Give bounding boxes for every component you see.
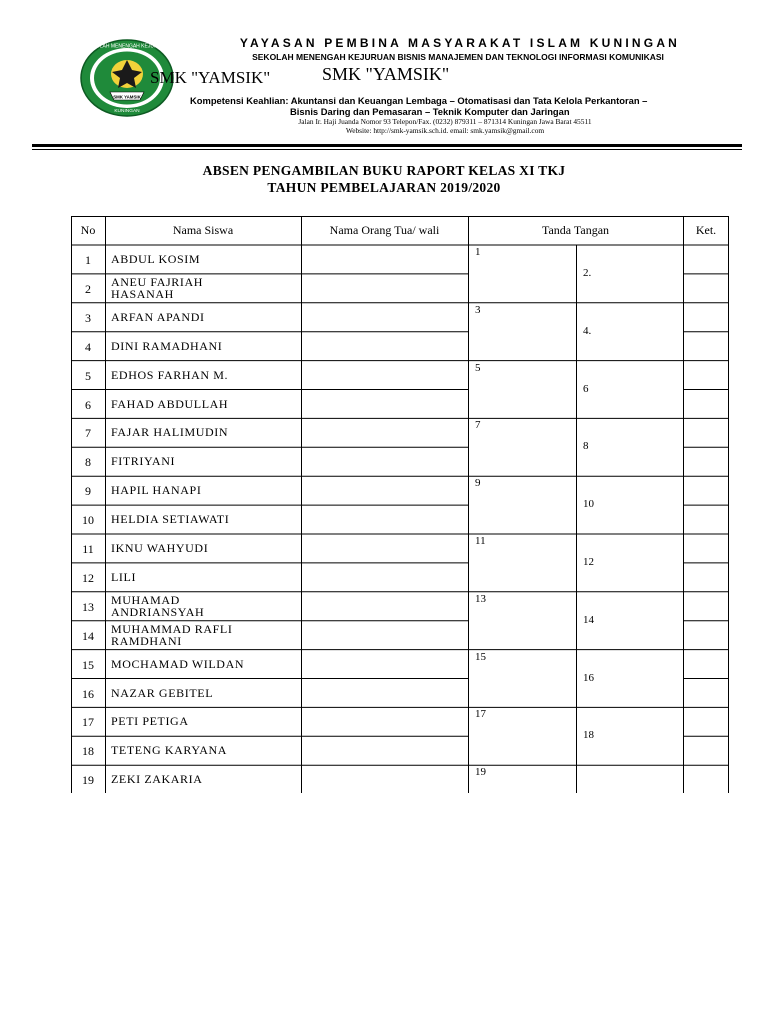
- header-student-name: Nama Siswa: [172, 223, 234, 237]
- student-name-line-1: MUHAMAD: [111, 592, 180, 607]
- header-divider-thick: [32, 144, 742, 147]
- signature-number: 5: [475, 361, 481, 374]
- table-gridlines: [71, 216, 729, 793]
- student-name-line-2: HASANAH: [111, 286, 174, 301]
- row-number: 15: [82, 657, 94, 672]
- row-number: 16: [82, 686, 94, 701]
- row-number: 14: [82, 628, 94, 643]
- row-number: 5: [85, 368, 91, 383]
- signature-number: 17: [475, 708, 486, 721]
- student-name: FAHAD ABDULLAH: [111, 396, 229, 411]
- signature-number: 7: [475, 419, 481, 432]
- student-name: MOCHAMAD WILDAN: [111, 656, 245, 671]
- student-name: DINI RAMADHANI: [111, 338, 223, 353]
- school-name-overlap: SMK "YAMSIK": [150, 68, 271, 87]
- student-name: HAPIL HANAPI: [111, 483, 202, 498]
- header-notes: Ket.: [695, 223, 717, 237]
- logo-text-bottom: KUNINGAN: [114, 109, 140, 114]
- header-signature: Tanda Tangan: [541, 223, 610, 237]
- student-name: ZEKI ZAKARIA: [111, 772, 203, 787]
- row-number: 11: [82, 542, 94, 556]
- logo-text-band: SMK YAMSIK: [113, 94, 141, 100]
- header-parent-name: Nama Orang Tua/ wali: [329, 223, 440, 237]
- signature-number: 18: [583, 729, 594, 742]
- row-number: 12: [82, 570, 94, 585]
- student-name: FITRIYANI: [111, 454, 176, 469]
- signature-number: 13: [475, 592, 486, 605]
- student-name: LILI: [111, 569, 137, 584]
- school-full-name: SEKOLAH MENENGAH KEJURUAN BISNIS MANAJEMEN DAN TEKNOLOGI INFORMASI KOMUNIKASI: [252, 52, 664, 62]
- signature-number: 9: [475, 477, 481, 490]
- signature-number: 16: [583, 671, 594, 684]
- foundation-name: YAYASAN PEMBINA MASYARAKAT ISLAM KUNINGAN: [239, 36, 681, 50]
- row-number: 2: [85, 281, 91, 296]
- signature-number: 12: [583, 555, 594, 568]
- row-number: 1: [85, 253, 91, 267]
- student-name: NAZAR GEBITEL: [111, 685, 214, 700]
- document-subtitle: TAHUN PEMBELAJARAN 2019/2020: [267, 180, 501, 195]
- student-name: EDHOS FARHAN M.: [111, 367, 229, 382]
- signature-number: 11: [475, 535, 486, 547]
- document-title: ABSEN PENGAMBILAN BUKU RAPORT KELAS XI TKJ: [202, 163, 566, 178]
- signature-number: 6: [583, 382, 589, 395]
- row-number: 18: [82, 744, 94, 759]
- student-name: ABDUL KOSIM: [111, 252, 201, 266]
- row-number: 4: [85, 339, 91, 354]
- header-no: No: [80, 223, 96, 237]
- row-number: 7: [85, 426, 91, 441]
- student-name: HELDIA SETIAWATI: [111, 512, 230, 527]
- signature-number: 3: [475, 303, 481, 316]
- signature-number: 14: [583, 613, 594, 626]
- signature-number: 15: [475, 650, 486, 663]
- student-name: IKNU WAHYUDI: [111, 541, 209, 555]
- row-number: 10: [82, 513, 94, 528]
- row-number: 6: [85, 397, 91, 412]
- logo-text-top: SEKOLAH MENENGAH KEJURUAN: [85, 43, 169, 50]
- signature-number: 19: [475, 766, 486, 779]
- signature-number: 1: [475, 246, 481, 258]
- row-number: 19: [82, 773, 94, 788]
- student-name-line-2: ANDRIANSYAH: [111, 604, 205, 619]
- student-name: PETI PETIGA: [111, 714, 189, 729]
- student-name-line-1: MUHAMMAD RAFLI: [111, 621, 233, 636]
- signature-number: 2.: [583, 266, 592, 279]
- signature-number: 8: [583, 440, 589, 453]
- row-number: 3: [85, 310, 91, 325]
- student-name: FAJAR HALIMUDIN: [111, 425, 229, 440]
- row-number: 8: [85, 455, 91, 470]
- attendance-table: [71, 216, 729, 793]
- signature-number: 10: [583, 498, 594, 511]
- header-divider-thin: [32, 149, 742, 150]
- student-name-line-2: RAMDHANI: [111, 633, 182, 648]
- signature-number: 4.: [583, 324, 592, 337]
- row-number: 13: [82, 599, 94, 614]
- student-name: TETENG KARYANA: [111, 743, 228, 758]
- competency-line-1: Kompetensi Keahlian: Akuntansi dan Keuangan Lembaga – Otomatisasi dan Tata Kelola Perkantoran –: [190, 95, 648, 106]
- student-name-line-1: ANEU FAJRIAH: [111, 274, 203, 289]
- student-name: ARFAN APANDI: [111, 309, 205, 324]
- school-address: Jalan Ir. Haji Juanda Nomor 93 Telepon/Fax. (0232) 879311 – 871314 Kuningan Jawa Barat 45511: [298, 117, 592, 126]
- school-website: Website: http://smk-yamsik.sch.id. email: smk.yamsik@gmail.com: [345, 126, 545, 135]
- school-name: SMK "YAMSIK": [322, 64, 450, 84]
- row-number: 9: [85, 484, 91, 499]
- row-number: 17: [82, 715, 94, 730]
- competency-line-2: Bisnis Daring dan Pemasaran – Teknik Komputer dan Jaringan: [290, 106, 570, 117]
